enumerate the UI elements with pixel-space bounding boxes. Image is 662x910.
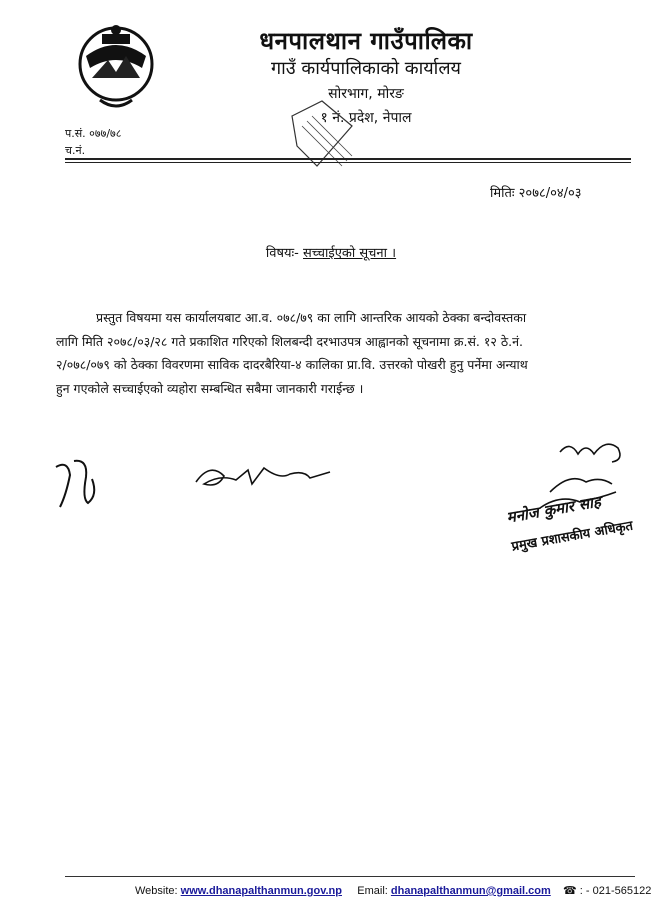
letter-date: मितिः २०७८/०४/०३ (490, 186, 582, 201)
signature-left-2 (190, 458, 340, 498)
footer-divider (65, 876, 635, 877)
office-address-line1: सोरभाग, मोरङ (328, 86, 404, 102)
email-link[interactable]: dhanapalthanmun@gmail.com (390, 885, 551, 897)
footer (135, 884, 651, 897)
signature-left-1 (48, 455, 108, 515)
body-line-4: हुन गएकोले सच्चाईएको व्यहोरा सम्बन्धित सबैमा जानकारी गराईन्छ । (56, 380, 364, 396)
office-title: धनपालथान गाउँपालिका (259, 27, 473, 55)
office-address-line2: १ नं. प्रदेश, नेपाल (320, 110, 412, 126)
header-divider (65, 158, 631, 160)
signatory-name: मनोज कुमार साह (505, 492, 603, 527)
subject-line (0, 243, 662, 261)
letter-body (56, 306, 616, 400)
website-label: Website: (135, 885, 178, 897)
office-subtitle: गाउँ कार्यपालिकाको कार्यालय (271, 58, 461, 79)
subject-text: सच्चाईएको सूचना । (303, 246, 397, 261)
office-stamp (282, 96, 392, 186)
email-label: Email: (357, 885, 388, 897)
phone-icon: ☎ (563, 885, 577, 897)
body-line-2: लागि मिति २०७८/०३/२८ गते प्रकाशित गरिएको शिलबन्दी दरभाउपत्र आह्वानको सूचनामा क्र.सं. १२ ठे.नं. (56, 333, 523, 349)
body-line-3: २/०७८/०७९ को ठेक्का विवरणमा साविक दादरबैरिया-४ कालिका प्रा.वि. उत्तरको पोखरी हुनु पर्नेमा अन्याथ (56, 357, 528, 372)
phone-number: : - 021-565122 (579, 885, 652, 897)
header-divider-thin (65, 162, 631, 163)
signatory-designation: प्रमुख प्रशासकीय अधिकृत (510, 518, 635, 555)
body-line-1: प्रस्तुत विषयमा यस कार्यालयबाट आ.व. ०७८/७९ का लागि आन्तरिक आयको ठेक्का बन्दोवस्तका (96, 310, 527, 325)
dispatch-number: च.नं. (65, 144, 86, 157)
website-link[interactable]: www.dhanapalthanmun.gov.np (180, 885, 342, 897)
subject-label: विषयः- (265, 246, 299, 261)
reference-number: प.सं. ०७७/७८ (65, 127, 122, 140)
